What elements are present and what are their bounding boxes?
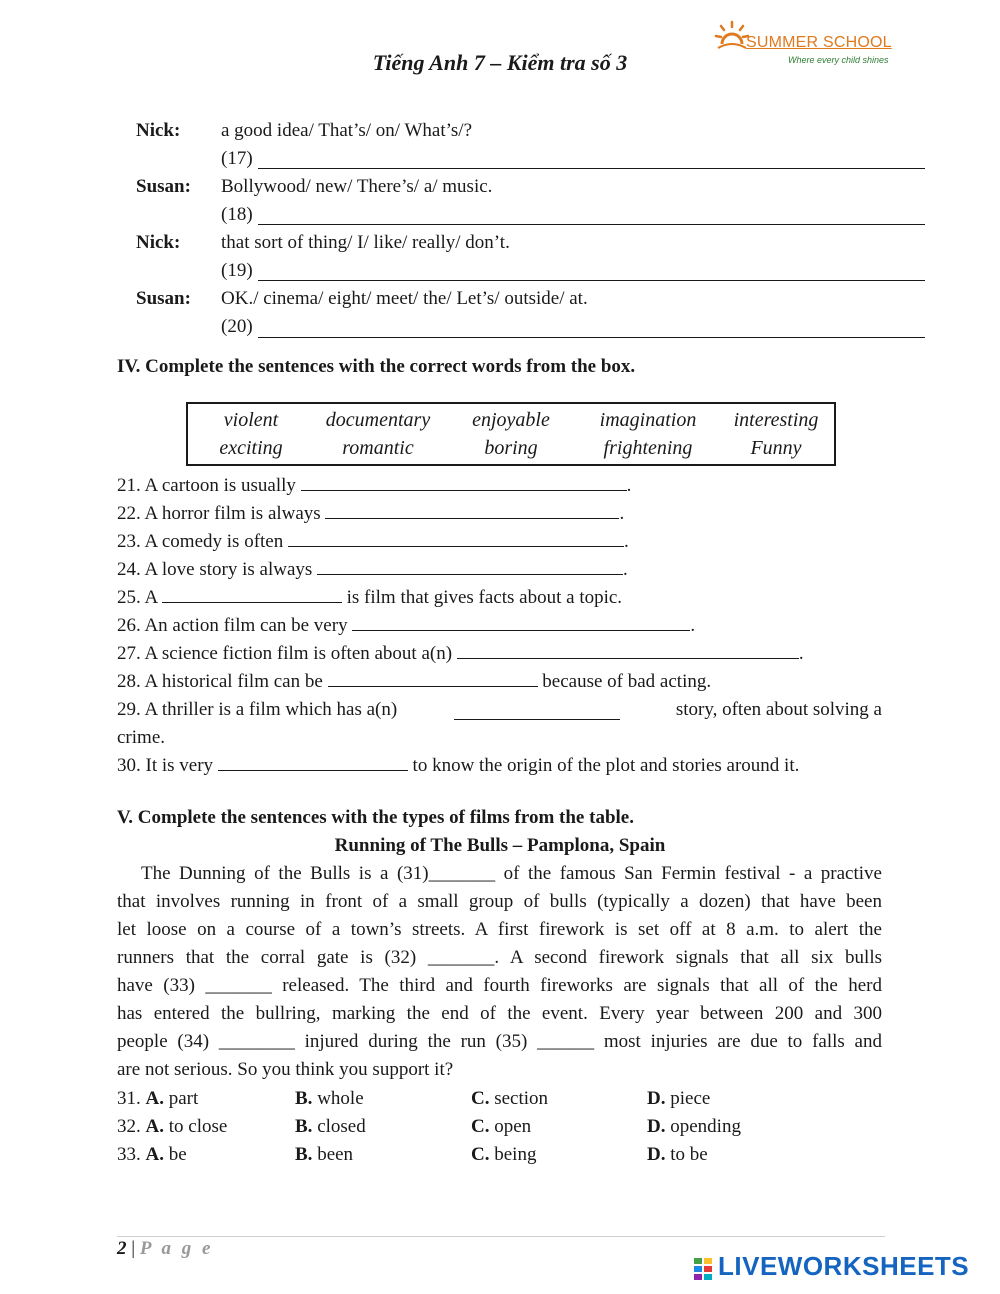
answer-blank[interactable] <box>328 668 538 687</box>
option-b-31[interactable] <box>295 1085 364 1113</box>
option-letter: D. <box>647 1088 666 1109</box>
option-b[interactable]: been <box>317 1144 354 1165</box>
question-24 <box>117 556 628 584</box>
question-22 <box>117 500 624 528</box>
option-c-32[interactable] <box>471 1113 531 1141</box>
word-box-item: Funny <box>750 437 802 459</box>
question-text: story, often about solving a <box>675 699 882 720</box>
word-box <box>186 402 836 466</box>
question-text: . <box>619 503 625 524</box>
word-box-item: enjoyable <box>472 409 550 431</box>
option-letter: D. <box>647 1144 666 1165</box>
word-box-item: exciting <box>219 437 283 459</box>
option-letter: C. <box>471 1088 490 1109</box>
option-row-32 <box>117 1113 227 1141</box>
page-title: Tiếng Anh 7 – Kiểm tra số 3 <box>372 50 628 75</box>
option-letter: B. <box>295 1144 313 1165</box>
option-c[interactable]: being <box>494 1144 537 1165</box>
option-letter: A. <box>145 1144 164 1165</box>
passage-line: let loose on a course of a town’s streets. A first firework is set off at 8 a.m. to alert the <box>117 919 882 940</box>
question-text: . <box>798 643 804 664</box>
question-text: 23. A comedy is often <box>117 531 284 552</box>
option-row-33 <box>117 1141 187 1169</box>
word-box-item: imagination <box>599 409 697 431</box>
question-text: 24. A love story is always <box>117 559 313 580</box>
question-text: . <box>623 559 628 580</box>
page-number: 2 <box>117 1238 127 1259</box>
question-text: . <box>690 615 696 636</box>
option-b-33[interactable] <box>295 1141 353 1169</box>
passage-line: The Dunning of the Bulls is a (31)_______ of the famous San Fermin festival - a practive <box>141 863 882 884</box>
option-d[interactable]: opending <box>670 1116 741 1137</box>
option-a[interactable]: part <box>168 1088 199 1109</box>
option-letter: B. <box>295 1088 313 1109</box>
question-21 <box>117 472 631 500</box>
question-text: . <box>623 531 629 552</box>
page-separator: | <box>131 1238 136 1259</box>
option-c-33[interactable] <box>471 1141 536 1169</box>
page-footer <box>117 1238 213 1260</box>
answer-blank[interactable] <box>454 701 620 720</box>
logo-tagline: Where every child shines <box>788 55 889 65</box>
option-number: 32. <box>117 1116 141 1137</box>
footer-divider <box>117 1236 885 1237</box>
dialogue-prompt: OK./ cinema/ eight/ meet/ the/ Let’s/ outside/ at. <box>221 288 588 309</box>
question-29 <box>117 696 882 724</box>
question-text: 21. A cartoon is usually <box>117 475 296 496</box>
option-b[interactable]: closed <box>317 1116 366 1137</box>
dialogue-prompt: a good idea/ That’s/ on/ What’s/? <box>221 120 472 141</box>
question-text: 29. A thriller is a film which has a(n) <box>117 699 398 720</box>
word-box-item: frightening <box>603 437 693 459</box>
passage-line: people (34) ________ injured during the run (35) ______ most injuries are due to falls and <box>117 1031 882 1052</box>
answer-line-18[interactable] <box>258 224 925 225</box>
option-a[interactable]: be <box>168 1144 187 1165</box>
question-number: (19) <box>221 260 253 281</box>
question-text: 28. A historical film can be <box>117 671 323 692</box>
answer-line-17[interactable] <box>258 168 925 169</box>
question-text: is film that gives facts about a topic. <box>346 587 623 608</box>
answer-blank[interactable] <box>352 612 690 631</box>
option-number: 31. <box>117 1088 141 1109</box>
liveworksheets-brand[interactable]: LIVEWORKSHEETS <box>718 1251 970 1281</box>
answer-line-20[interactable] <box>258 337 925 338</box>
dialogue-prompt: that sort of thing/ I/ like/ really/ don’t. <box>221 232 510 253</box>
passage-line: have (33) _______ released. The third and fourth fireworks are signals that all of the herd <box>117 975 882 996</box>
question-23 <box>117 528 629 556</box>
question-number: (17) <box>221 148 253 169</box>
passage-line: are not serious. So you think you support it? <box>117 1059 454 1080</box>
question-25 <box>117 584 622 612</box>
question-text: 27. A science fiction film is often about a(n) <box>117 643 453 664</box>
question-text: 26. An action film can be very <box>117 615 348 636</box>
passage-line: has entered the bullring, marking the end of the event. Every year between 200 and 300 <box>117 1003 882 1024</box>
answer-blank[interactable] <box>301 472 627 491</box>
question-text: because of bad acting. <box>542 671 712 692</box>
answer-blank[interactable] <box>325 500 619 519</box>
section-heading: IV. Complete the sentences with the correct words from the box. <box>117 356 636 377</box>
option-letter: D. <box>647 1116 666 1137</box>
word-box-item: violent <box>223 409 279 431</box>
page-word: P a g e <box>139 1238 214 1259</box>
passage-line: that involves running in front of a small group of bulls (typically a dozen) that have been <box>117 891 882 912</box>
question-30 <box>117 752 799 780</box>
option-d-32[interactable] <box>647 1113 741 1141</box>
question-text: 30. It is very <box>117 755 214 776</box>
option-row-31 <box>117 1085 198 1113</box>
question-text: 25. A <box>117 587 158 608</box>
question-text: to know the origin of the plot and stories around it. <box>412 755 800 776</box>
speaker-label: Susan: <box>136 176 191 197</box>
option-d[interactable]: piece <box>670 1088 711 1109</box>
question-number: (18) <box>221 204 253 225</box>
liveworksheets-logo-icon <box>694 1258 712 1280</box>
option-letter: C. <box>471 1116 490 1137</box>
question-27 <box>117 640 804 668</box>
word-box-item: interesting <box>733 409 819 431</box>
option-d[interactable]: to be <box>670 1144 708 1165</box>
speaker-label: Susan: <box>136 288 191 309</box>
option-letter: A. <box>145 1088 164 1109</box>
option-c[interactable]: open <box>494 1116 532 1137</box>
word-box-item: documentary <box>325 409 431 431</box>
answer-blank[interactable] <box>457 640 799 659</box>
answer-blank[interactable] <box>317 556 623 575</box>
question-number: (20) <box>221 316 253 337</box>
option-b[interactable]: whole <box>317 1088 364 1109</box>
option-c[interactable]: section <box>494 1088 549 1109</box>
question-text: 22. A horror film is always <box>117 503 321 524</box>
answer-line-19[interactable] <box>258 280 925 281</box>
question-text: . <box>626 475 632 496</box>
option-letter: A. <box>145 1116 164 1137</box>
word-box-item: boring <box>484 437 538 459</box>
passage-line: runners that the corral gate is (32) _______. A second firework signals that all six bulls <box>117 947 882 968</box>
word-box-item: romantic <box>342 437 414 459</box>
option-d-31[interactable] <box>647 1085 710 1113</box>
option-a[interactable]: to close <box>168 1116 228 1137</box>
summer-school-logo <box>712 16 892 68</box>
dialogue-prompt: Bollywood/ new/ There’s/ a/ music. <box>221 176 493 197</box>
logo-name: SUMMER SCHOOL <box>746 34 892 51</box>
answer-blank[interactable] <box>288 528 624 547</box>
speaker-label: Nick: <box>136 120 181 141</box>
answer-blank[interactable] <box>218 752 408 771</box>
section-heading: V. Complete the sentences with the types of films from the table. <box>117 807 634 828</box>
question-26 <box>117 612 695 640</box>
option-letter: C. <box>471 1144 490 1165</box>
option-c-31[interactable] <box>471 1085 548 1113</box>
passage-title: Running of The Bulls – Pamplona, Spain <box>334 835 666 856</box>
question-29-continued: crime. <box>117 727 166 748</box>
option-d-33[interactable] <box>647 1141 708 1169</box>
question-28 <box>117 668 711 696</box>
option-number: 33. <box>117 1144 141 1165</box>
option-letter: B. <box>295 1116 313 1137</box>
answer-blank[interactable] <box>162 584 342 603</box>
speaker-label: Nick: <box>136 232 181 253</box>
option-b-32[interactable] <box>295 1113 366 1141</box>
